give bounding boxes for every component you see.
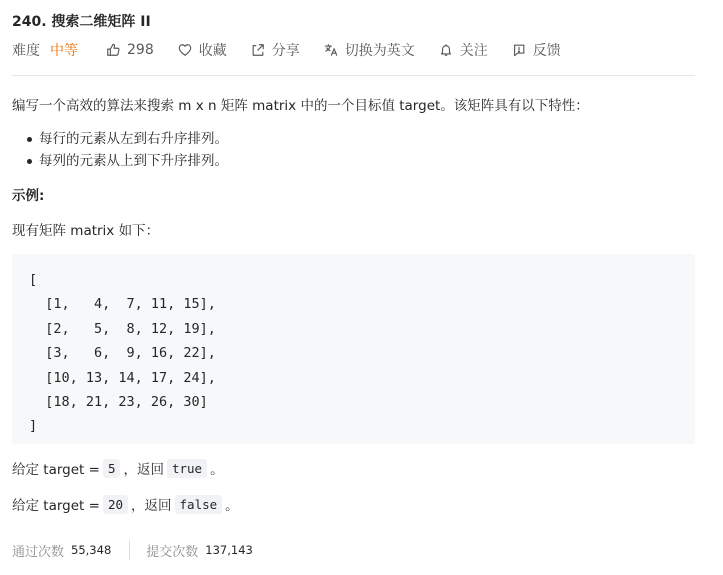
example-given: 给定 target = bbox=[12, 498, 100, 514]
result-value: true bbox=[167, 459, 207, 478]
example-heading: 示例: bbox=[12, 188, 45, 204]
problem-title: 240. 搜索二维矩阵 II bbox=[12, 14, 151, 30]
difficulty-label: 难度 bbox=[12, 43, 40, 59]
example-return: ，返回 bbox=[131, 498, 172, 514]
heart-icon bbox=[178, 43, 192, 57]
flag-icon bbox=[512, 43, 526, 57]
submissions-count: 137,143 bbox=[205, 543, 253, 557]
follow-button[interactable] bbox=[439, 40, 488, 60]
thumbs-up-icon bbox=[106, 43, 120, 57]
translate-icon bbox=[324, 43, 338, 57]
target-value: 20 bbox=[103, 495, 128, 514]
like-button[interactable] bbox=[106, 42, 154, 58]
share-icon bbox=[251, 43, 265, 57]
code-line: [2, 5, 8, 12, 19], bbox=[29, 320, 216, 337]
code-line: [18, 21, 23, 26, 30] bbox=[29, 393, 208, 410]
feedback-button[interactable] bbox=[512, 40, 561, 60]
problem-toolbar bbox=[12, 40, 561, 60]
share-button[interactable] bbox=[251, 40, 300, 60]
example-result-1 bbox=[12, 458, 224, 478]
submissions-label: 提交次数 bbox=[146, 544, 199, 560]
problem-description: 编写一个高效的算法来搜索 m x n 矩阵 matrix 中的一个目标值 target。该矩阵具有以下特性： bbox=[12, 98, 589, 114]
example-end: 。 bbox=[225, 498, 239, 514]
follow-label: 关注 bbox=[459, 43, 488, 59]
code-line: [10, 13, 14, 17, 24], bbox=[29, 369, 216, 386]
example-given: 给定 target = bbox=[12, 462, 100, 478]
header-divider bbox=[12, 75, 695, 76]
accepted-label: 通过次数 bbox=[12, 544, 65, 560]
bell-icon bbox=[439, 43, 453, 57]
example-end: 。 bbox=[210, 462, 224, 478]
list-item: 每列的元素从上到下升序排列。 bbox=[12, 150, 228, 172]
code-line: [1, 4, 7, 11, 15], bbox=[29, 296, 216, 313]
result-value: false bbox=[175, 495, 223, 514]
matrix-code-block bbox=[12, 254, 695, 444]
code-line: [3, 6, 9, 16, 22], bbox=[29, 345, 216, 362]
property-list bbox=[12, 128, 228, 172]
difficulty-value: 中等 bbox=[50, 43, 78, 59]
stats-divider bbox=[129, 540, 130, 560]
list-item: 每行的元素从左到右升序排列。 bbox=[12, 128, 228, 150]
like-count: 298 bbox=[127, 42, 154, 58]
favorite-button[interactable] bbox=[178, 40, 227, 60]
share-label: 分享 bbox=[271, 43, 300, 59]
matrix-intro: 现有矩阵 matrix 如下： bbox=[12, 223, 160, 239]
example-result-2 bbox=[12, 494, 239, 514]
target-value: 5 bbox=[103, 459, 121, 478]
accepted-count: 55,348 bbox=[71, 543, 112, 557]
submission-stats bbox=[12, 540, 253, 560]
code-line: ] bbox=[29, 418, 38, 435]
translate-label: 切换为英文 bbox=[344, 43, 415, 59]
favorite-label: 收藏 bbox=[198, 43, 227, 59]
code-line: [ bbox=[29, 272, 38, 288]
feedback-label: 反馈 bbox=[532, 43, 561, 59]
translate-button[interactable] bbox=[324, 40, 415, 60]
example-return: ，返回 bbox=[123, 462, 164, 478]
